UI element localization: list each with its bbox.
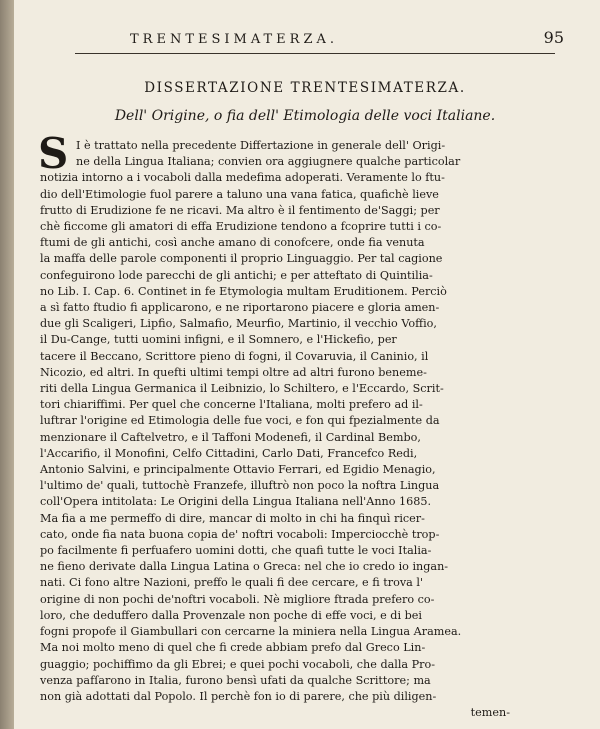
dissertation-subtitle: Dell' Origine, o fia dell' Etimologia delle voci Italiane. — [114, 108, 496, 124]
text-line: tori chiariffimi. Per quel che concerne l'Italiana, molti prefero ad il- — [40, 398, 423, 412]
text-line: ne fieno derivate dalla Lingua Latina o Greca: nel che io credo io ingan- — [40, 560, 449, 574]
page-number: 95 — [543, 28, 564, 47]
dissertation-title: DISSERTAZIONE TRENTESIMATERZA. — [144, 80, 466, 96]
text-line: Ma fia a me permeffo di dire, mancar di molto in chi ha finquì ricer- — [40, 511, 425, 525]
text-line: menzionare il Caftelvetro, e il Taffoni Modenefi, il Cardinal Bembo, — [40, 430, 421, 444]
text-line: Antonio Salvini, e principalmente Ottavio Ferrari, ed Egidio Menagio, — [40, 463, 436, 477]
text-line: loro, che deduffero dalla Provenzale non poche di effe voci, e di bei — [40, 608, 422, 622]
text-line: la maffa delle parole componenti il proprio Linguaggio. Per tal cagione — [40, 252, 443, 266]
running-title: TRENTESIMATERZA. — [130, 32, 339, 47]
text-line: dio dell'Etimologie fuol parere a taluno una vana fatica, quafichè lieve — [40, 187, 439, 201]
header-rule — [75, 53, 555, 54]
text-line: tacere il Beccano, Scrittore pieno di fogni, il Covaruvia, il Caninio, il — [40, 349, 429, 363]
text-line: coll'Opera intitolata: Le Origini della Lingua Italiana nell'Anno 1685. — [40, 495, 432, 509]
text-line: frutto di Erudizione fe ne ricavi. Ma altro è il fentimento de'Saggi; per — [40, 203, 440, 217]
text-line: a sì fatto ftudio fi applicarono, e ne riportarono piacere e gloria amen- — [40, 301, 440, 315]
book-page — [40, 28, 570, 721]
text-line: origine di non pochi de'noftri vocaboli. Nè migliore ftrada prefero co- — [40, 592, 435, 606]
drop-cap: S — [38, 129, 69, 178]
text-line: no Lib. I. Cap. 6. Continet in fe Etymologia multam Eruditionem. Perciò — [40, 284, 447, 298]
text-line: non già adottati dal Popolo. Il perchè fon io di parere, che più diligen- — [40, 689, 437, 703]
text-line: due gli Scaligeri, Lipfio, Salmafio, Meurfio, Martinio, il vecchio Voffio, — [40, 317, 437, 331]
text-line: nati. Ci fono altre Nazioni, preffo le quali fi dee cercare, e fi trova l' — [40, 576, 424, 590]
text-line: riti della Lingua Germanica il Leibnizio, lo Schiltero, e l'Eccardo, Scrit- — [40, 382, 444, 396]
text-line: guaggio; pochiffimo da gli Ebrei; e quei pochi vocaboli, che dalla Pro- — [40, 657, 436, 671]
text-line: po facilmente fi perfuafero uomini dotti, che quafi tutte le voci Italia- — [40, 544, 432, 558]
page-edge-shadow — [0, 0, 14, 729]
text-line: I è trattato nella precedente Differtazione in generale dell' Origi- — [76, 139, 446, 152]
text-line: Nicozio, ed altri. In quefti ultimi tempi oltre ad altri furono beneme- — [40, 365, 427, 379]
text-line: il Du-Cange, tutti uomini infigni, e il Somnero, e l'Hickefio, per — [40, 333, 397, 347]
text-line: Ma noi molto meno di quel che fi crede abbiam prefo dal Greco Lin- — [40, 641, 426, 655]
text-line: ne della Lingua Italiana; convien ora aggiugnere qualche particolar — [76, 155, 461, 169]
text-line: luftrar l'origine ed Etimologia delle fue voci, e fon qui fpezialmente da — [40, 414, 440, 428]
catchword: temen- — [470, 706, 510, 720]
text-line: cato, onde fia nata buona copia de' noftri vocaboli: Imperciocchè trop- — [40, 527, 440, 541]
text-line: fogni propofe il Giambullari con cercarne la miniera nella Lingua Aramea. — [40, 625, 462, 639]
text-line: notizia intorno a i vocaboli dalla medefima adoperati. Veramente lo ftu- — [40, 171, 445, 185]
running-head — [40, 28, 570, 47]
text-line: confeguirono lode parecchi de gli antichi; e per atteftato di Quintilia- — [40, 268, 433, 282]
text-line: l'ultimo de' quali, tuttochè Franzefe, illuftrò non poco la noftra Lingua — [40, 479, 440, 493]
text-line: chè ficcome gli amatori di effa Erudizione tendono a fcoprire tutti i co- — [40, 220, 442, 234]
text-line: venza pafſarono in Italia, furono bensì ufati da qualche Scrittore; ma — [40, 673, 431, 687]
text-line: l'Accarifio, il Monofini, Celfo Cittadini, Carlo Dati, Francefco Redi, — [40, 446, 418, 460]
body-text — [38, 129, 570, 721]
text-line: ftumi de gli antichi, così anche amano di conofcere, onde fia venuta — [40, 236, 425, 250]
